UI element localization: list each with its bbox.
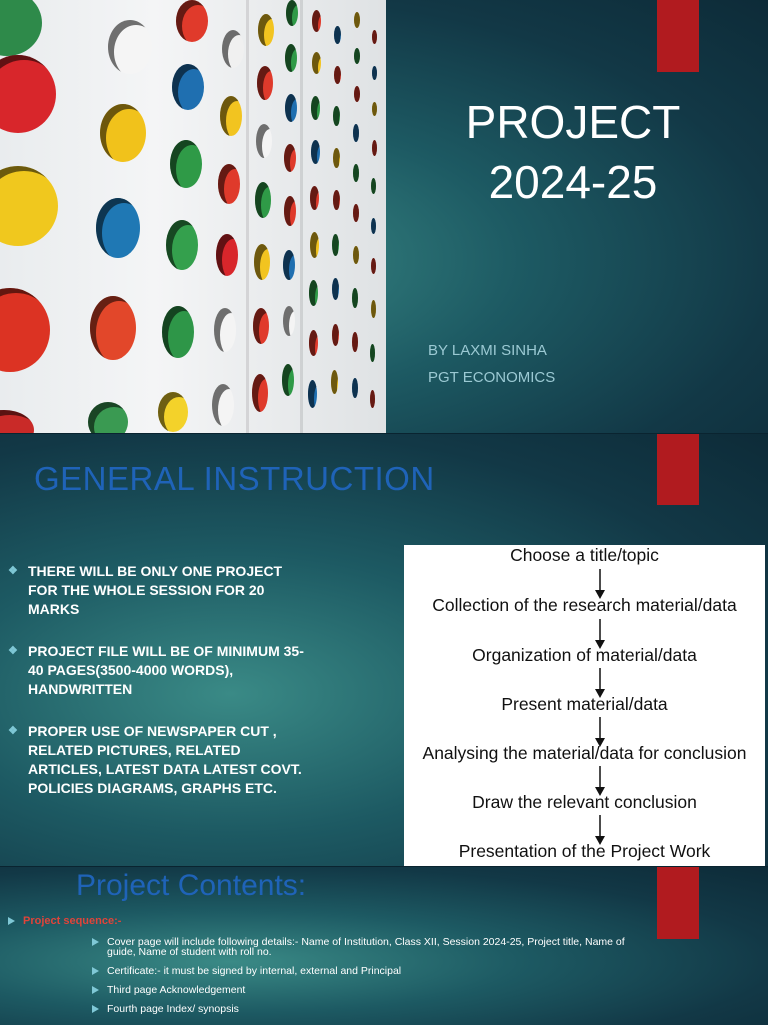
title-slide [0,0,768,433]
photo-hole [352,288,358,308]
photo-hole [96,198,140,258]
flow-step: Present material/data [501,694,668,714]
photo-hole [162,306,194,358]
photo-hole [284,196,296,226]
photo-hole [283,306,295,336]
perforated-wall-photo [0,0,386,433]
photo-hole [312,10,321,32]
title-line-2: 2024-25 [488,156,658,208]
photo-hole [172,64,204,110]
flow-step: Collection of the research material/data [432,595,737,615]
photo-hole [158,392,188,432]
photo-hole [332,324,339,346]
photo-hole [285,94,297,122]
photo-hole [333,190,340,210]
slide-heading: GENERAL INSTRUCTION [34,460,435,497]
list-item [92,1004,652,1014]
triangle-bullet-icon [92,1005,99,1013]
triangle-bullet-icon [92,967,99,975]
photo-hole [312,52,321,74]
list-item-text: Certificate:- it must be signed by internal, external and Principal [107,965,402,977]
diamond-bullet-icon: ❖ [8,565,18,577]
photo-hole [370,390,375,408]
photo-hole [222,30,244,68]
photo-hole [372,140,377,156]
photo-hole [354,12,360,28]
list-item [8,562,308,619]
photo-hole [334,26,341,44]
photo-hole [0,288,50,372]
photo-hole [254,244,270,280]
slide-heading: Project Contents: [76,869,307,902]
photo-hole [371,300,376,318]
photo-hole [257,66,273,100]
photo-hole [176,0,208,42]
flow-step: Analysing the material/data for conclusion [422,743,747,763]
list-item-text: Cover page will include following details:- Name of Institution, Class XII, Session 2024-25, Project title, Name of guide, Name of student with roll no. [107,936,625,958]
list-item-text: Fourth page Index/ synopsis [107,1003,239,1015]
photo-hole [354,86,360,102]
photo-hole [352,332,358,352]
photo-hole [353,246,359,264]
photo-hole [353,124,359,142]
photo-hole [258,14,274,46]
instruction-list [8,562,308,821]
list-item-text: THERE WILL BE ONLY ONE PROJECT FOR THE WHOLE SESSION FOR 20 MARKS [28,563,283,617]
photo-hole [311,140,320,164]
photo-hole [308,380,317,408]
sequence-label: Project sequence:- [23,915,122,927]
photo-hole [332,278,339,300]
photo-hole [372,66,377,80]
photo-hole [90,296,136,360]
author-block [428,337,555,391]
list-item [8,722,308,798]
photo-hole [353,164,359,182]
flow-step: Choose a title/topic [510,545,659,565]
photo-hole [100,104,146,162]
project-flowchart [404,545,765,867]
list-item [92,966,652,976]
photo-hole [370,344,375,362]
photo-hole [310,186,319,210]
list-item-text: Third page Acknowledgement [107,984,246,996]
flow-step: Draw the relevant conclusion [472,792,697,812]
photo-hole [256,124,272,158]
photo-hole [216,234,238,276]
project-contents-slide [0,866,768,1025]
flow-step: Organization of material/data [472,645,697,665]
accent-red-bar [657,0,699,72]
photo-hole [286,0,298,26]
panel-seam [246,0,249,433]
photo-hole [309,280,318,306]
list-item-text: PROPER USE OF NEWSPAPER CUT , RELATED PICTURES, RELATED ARTICLES, LATEST DATA LATEST COVT. POLICIES DIAGRAMS, GRAPHS ETC. [28,723,302,796]
photo-hole [252,374,268,412]
photo-hole [0,166,58,246]
photo-hole [0,55,56,133]
photo-hole [253,308,269,344]
photo-hole [311,96,320,120]
photo-hole [108,20,152,74]
photo-hole [284,144,296,172]
photo-hole [333,106,340,126]
general-instruction-slide [0,433,768,867]
sequence-heading [8,915,121,927]
photo-hole [354,48,360,64]
photo-hole [371,258,376,274]
photo-hole [372,102,377,116]
panel-seam [300,0,303,433]
photo-hole [212,384,234,426]
author-name: BY LAXMI SINHA [428,342,547,359]
project-title [400,92,746,212]
photo-hole [214,308,236,352]
photo-hole [255,182,271,218]
photo-hole [170,140,202,188]
triangle-bullet-icon [8,917,15,925]
photo-hole [332,234,339,256]
accent-red-bar [657,434,699,505]
photo-hole [353,204,359,222]
photo-hole [0,0,42,56]
photo-hole [166,220,198,270]
list-item [92,985,652,995]
photo-hole [333,148,340,168]
photo-hole [310,232,319,258]
photo-hole [218,164,240,204]
photo-hole [371,178,376,194]
photo-hole [331,370,338,394]
list-item-text: PROJECT FILE WILL BE OF MINIMUM 35-40 PAGES(3500-4000 WORDS), HANDWRITTEN [28,643,304,697]
photo-hole [352,378,358,398]
title-line-1: PROJECT [465,96,681,148]
photo-hole [282,364,294,396]
flow-step: Presentation of the Project Work [458,841,711,861]
accent-red-bar [657,867,699,939]
photo-hole [283,250,295,280]
triangle-bullet-icon [92,986,99,994]
diamond-bullet-icon: ❖ [8,645,18,657]
photo-hole [371,218,376,234]
photo-hole [88,402,128,433]
photo-hole [220,96,242,136]
list-item [92,937,652,957]
author-designation: PGT ECONOMICS [428,369,556,386]
photo-hole [285,44,297,72]
photo-hole [372,30,377,44]
photo-hole [334,66,341,84]
diamond-bullet-icon: ❖ [8,725,18,737]
photo-hole [309,330,318,356]
triangle-bullet-icon [92,938,99,946]
photo-hole [0,410,34,433]
list-item [8,642,308,699]
